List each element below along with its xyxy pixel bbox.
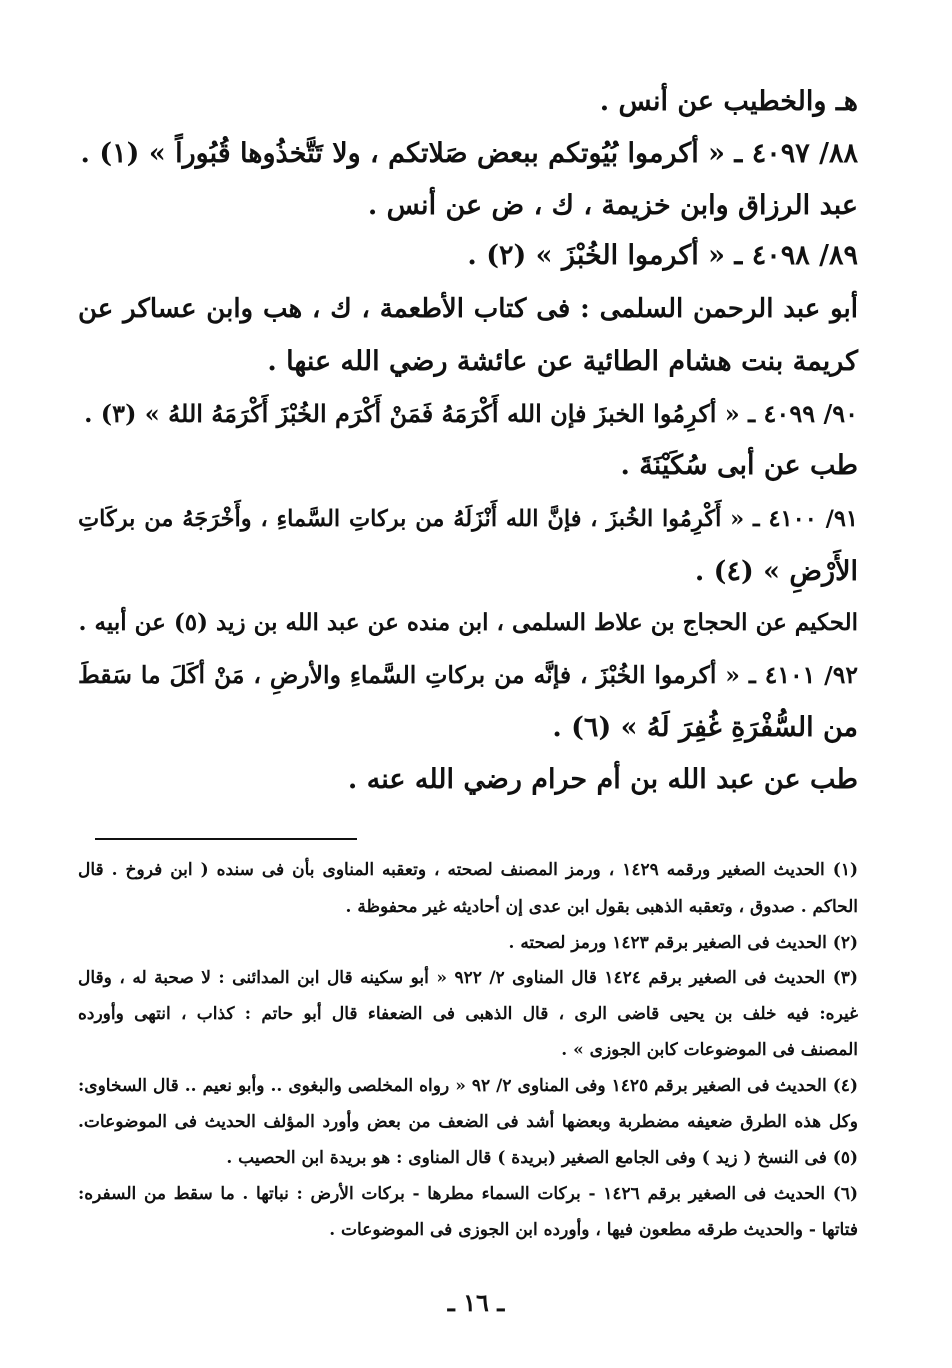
footnote-3-continued: المصنف فى الموضوعات كابن الجوزى » . [561,1040,858,1060]
hadith-4097: ٨٨/ ٤٠٩٧ ـ « أكرموا بُيُوتكم ببعض صَلاتكم ، ولا تَتَّخذُوها قُبُوراً » (١) . [80,138,858,169]
footnote-4: (٤) الحديث فى الصغير برقم ١٤٢٥ وفى المناوى ٢/ ٩٢ « رواه المخلصى والبغوى .. وأبو نعيم .. قال السخاوى: [78,1076,858,1096]
footnote-5: (٥) فى النسخ ( زيد ) وفى الجامع الصغير (بريدة ) قال المناوى : هو بريدة ابن الحصيب . [226,1148,858,1168]
footnote-3-continued: غيره: فيه خلف بن يحيى قاضى الرى ، قال الذهبى فى الضعفاء قال أبو حاتم : كذاب ، انتهى وأورده [78,1004,858,1024]
source-line: عبد الرزاق وابن خزيمة ، ك ، ض عن أنس . [367,190,858,221]
body-line: هـ والخطيب عن أنس . [599,86,858,117]
footnote-1: (١) الحديث الصغير ورقمه ١٤٢٩ ، ورمز المصنف لصحته ، وتعقبه المناوى بأن فى سنده ( ابن فروخ . قال [78,860,858,880]
source-line: طب عن عبد الله بن أم حرام رضي الله عنه . [347,764,858,795]
footnote-6: (٦) الحديث فى الصغير برقم ١٤٢٦ - بركات السماء مطرها - بركات الأرض : نباتها . ما سقط من السفره: [78,1184,858,1204]
footnote-separator [95,838,357,840]
page-number: ـ ١٦ ـ [447,1288,505,1317]
source-line: الحكيم عن الحجاج بن علاط السلمى ، ابن منده عن عبد الله بن زيد (٥) عن أبيه . [78,609,858,636]
footnote-3: (٣) الحديث فى الصغير برقم ١٤٢٤ قال المناوى ٢/ ٩٢٢ « أبو سكينه قال ابن المدائنى : لا صحبة له ، وقال [78,968,858,988]
footnote-6-continued: فتاتها - والحديث طرقه مطعون فيها ، وأورده ابن الجوزى فى الموضوعات . [329,1220,858,1240]
footnote-4-continued: وكل هذه الطرق ضعيفه مضطربة وبعضها أشد فى الضعف من بعض وأورد المؤلف الحديث فى الموضوعات. [78,1112,858,1132]
footnote-2: (٢) الحديث فى الصغير برقم ١٤٢٣ ورمز لصحته . [508,933,858,953]
source-line: طب عن أبى سُكَيْنَةَ . [620,450,858,481]
footnote-1-continued: الحاكم . صدوق ، وتعقبه الذهبى بقول ابن عدى إن أحاديثه غير محفوظة . [345,897,858,917]
hadith-4101: ٩٢/ ٤١٠١ ـ « أكرموا الخُبْزَ ، فإنَّه من بركاتِ السَّماءِ والأرضِ ، مَنْ أكَلَ ما سَقطَ [78,661,859,689]
hadith-4098: ٨٩/ ٤٠٩٨ ـ « أكرموا الخُبْزَ » (٢) . [467,240,858,271]
hadith-4100: ٩١/ ٤١٠٠ ـ « أَكْرِمُوا الخُبزَ ، فإنَّ الله أَنْزَلَهُ من بركاتِ السَّماءِ ، وأَخْرَجَهُ من بركَاتِ [78,506,858,532]
source-line: أبو عبد الرحمن السلمى : فى كتاب الأطعمة ، ك ، هب وابن عساكر عن [78,294,858,324]
source-line: كريمة بنت هشام الطائية عن عائشة رضي الله عنها . [267,346,858,377]
hadith-4100-continued: الأَرْضِ » (٤) . [694,556,858,587]
hadith-4099: ٩٠/ ٤٠٩٩ ـ « أكرِمُوا الخبزَ فإن الله أَكْرَمَهُ فَمَنْ أَكْرَم الخُبْزَ أَكْرَمَهُ اللهُ » (٣) . [84,399,858,428]
hadith-4101-continued: من السُّفْرَةِ غُفِرَ لَهُ » (٦) . [552,712,858,743]
